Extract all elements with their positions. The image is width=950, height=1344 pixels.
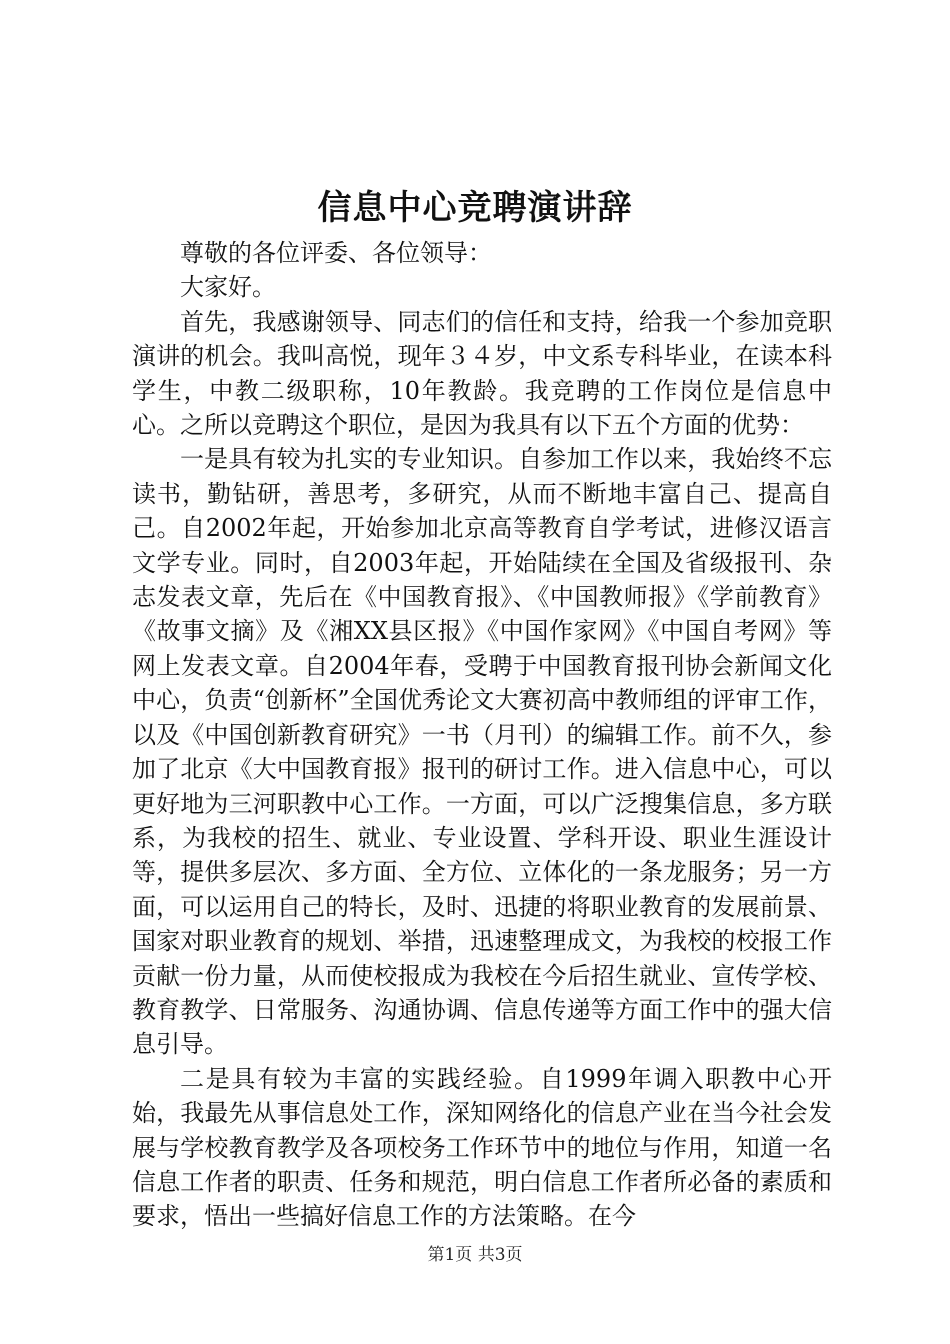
document-body: [132, 236, 832, 1234]
paragraph-advantage-one: 一是具有较为扎实的专业知识。自参加工作以来，我始终不忘读书，勤钻研，善思考，多研究，从而不断地丰富自己、提高自己。自2002年起，开始参加北京高等教育自学考试，进修汉语言文学专业。同时，自2003年起，开始陆续在全国及省级报刊、杂志发表文章，先后在《中国教育报》、《中国教师报》《学前教育》《故事文摘》及《湘XX县区报》《中国作家网》《中国自考网》等网上发表文章。自2004年春，受聘于中国教育报刊协会新闻文化中心，负责“创新杯”全国优秀论文大赛初高中教师组的评审工作，以及《中国创新教育研究》一书（月刊）的编辑工作。前不久，参加了北京《大中国教育报》报刊的研讨工作。进入信息中心，可以更好地为三河职教中心工作。一方面，可以广泛搜集信息，多方联系，为我校的招生、就业、专业设置、学科开设、职业生涯设计等，提供多层次、多方面、全方位、立体化的一条龙服务；另一方面，可以运用自己的特长，及时、迅捷的将职业教育的发展前景、国家对职业教育的规划、举措，迅速整理成文，为我校的校报工作贡献一份力量，从而使校报成为我校在今后招生就业、宣传学校、教育教学、日常服务、沟通协调、信息传递等方面工作中的强大信息引导。: [132, 445, 832, 1059]
paragraph-salutation: 尊敬的各位评委、各位领导：: [180, 239, 492, 267]
page-number-footer: 第1页 共3页: [427, 1245, 523, 1265]
paragraph-greeting: 大家好。: [180, 273, 276, 302]
paragraph-advantage-two: 二是具有较为丰富的实践经验。自1999年调入职教中心开始，我最先从事信息处工作，深知网络化的信息产业在当今社会发展与学校教育教学及各项校务工作环节中的地位与作用，知道一名信息工作者的职责、任务和规范，明白信息工作者所必备的素质和要求，悟出一些搞好信息工作的方法策略。在今: [132, 1064, 832, 1231]
document-title: 信息中心竞聘演讲辞: [317, 188, 633, 228]
paragraph-introduction: 首先，我感谢领导、同志们的信任和支持，给我一个参加竞职演讲的机会。我叫高悦，现年３４岁，中文系专科毕业，在读本科学生，中教二级职称，10年教龄。我竞聘的工作岗位是信息中心。之所以竞聘这个职位，是因为我具有以下五个方面的优势：: [132, 307, 832, 440]
